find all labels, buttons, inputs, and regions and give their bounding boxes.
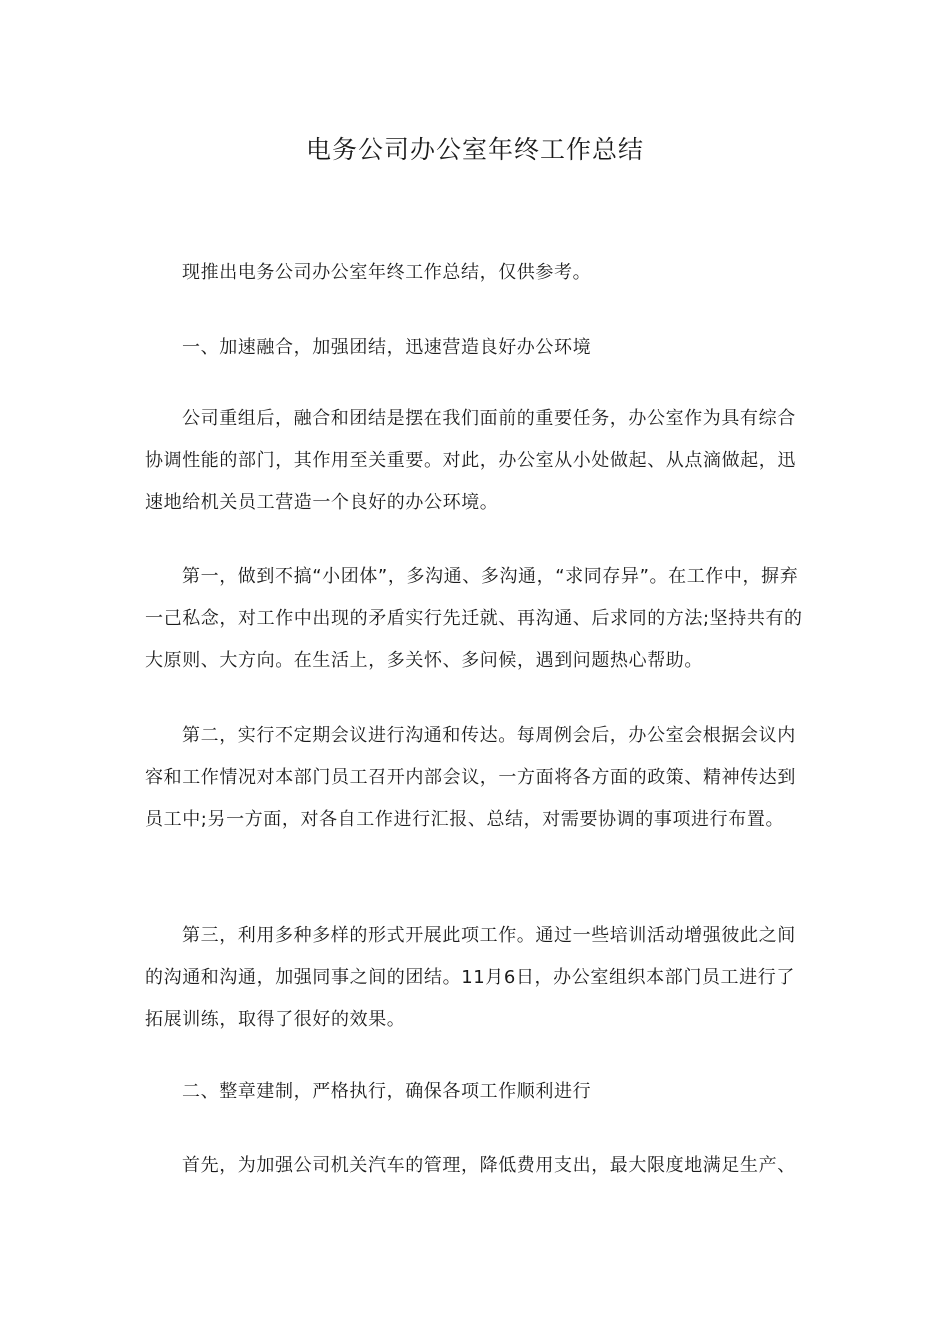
body-paragraph: 首先，为加强公司机关汽车的管理，降低费用支出，最大限度地满足生产、 [182,1155,796,1176]
body-paragraph: 第三，利用多种多样的形式开展此项工作。通过一些培训活动增强彼此之间的沟通和沟通，加强同事之间的团结。11月6日，办公室组织本部门员工进行了拓展训练，取得了很好的效果。 [145,925,796,1030]
section-heading-2: 二、整章建制，严格执行，确保各项工作顺利进行 [182,1081,592,1102]
document-title: 电务公司办公室年终工作总结 [305,135,644,164]
body-paragraph: 公司重组后，融合和团结是摆在我们面前的重要任务，办公室作为具有综合协调性能的部门，其作用至关重要。对此，办公室从小处做起、从点滴做起，迅速地给机关员工营造一个良好的办公环境。 [145,408,796,513]
body-paragraph: 第一，做到不搞“小团体”，多沟通、多沟通，“求同存异”。在工作中，摒弃一己私念，对工作中出现的矛盾实行先迁就、再沟通、后求同的方法;坚持共有的大原则、大方向。在生活上，多关怀、多问候，遇到问题热心帮助。 [145,566,803,671]
intro-paragraph: 现推出电务公司办公室年终工作总结，仅供参考。 [182,262,592,283]
section-heading-1: 一、加速融合，加强团结，迅速营造良好办公环境 [182,337,592,358]
body-paragraph: 第二，实行不定期会议进行沟通和传达。每周例会后，办公室会根据会议内容和工作情况对本部门员工召开内部会议，一方面将各方面的政策、精神传达到员工中;另一方面，对各自工作进行汇报、总结，对需要协调的事项进行布置。 [145,725,796,830]
